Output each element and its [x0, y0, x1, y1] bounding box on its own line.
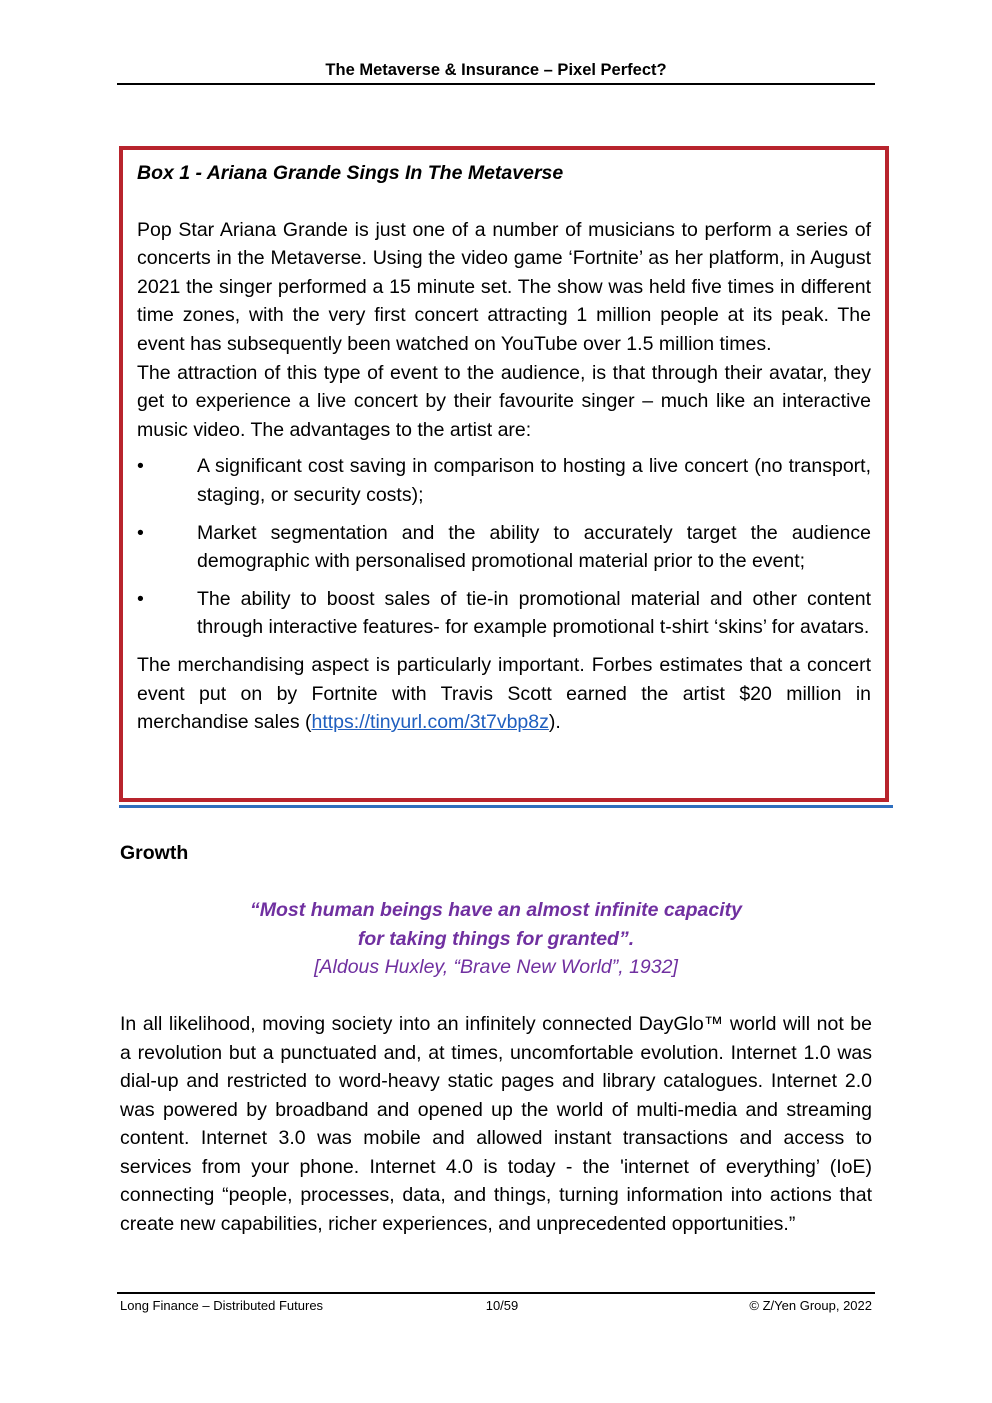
- section-heading-growth: Growth: [120, 842, 189, 864]
- quote-line-2: for taking things for granted”.: [357, 927, 635, 950]
- footer-divider: [117, 1292, 875, 1294]
- box-bottom-rule: [119, 805, 893, 808]
- box-paragraph-3: [137, 651, 871, 737]
- epigraph-quote: [120, 896, 872, 982]
- box-paragraph-3-end: ).: [548, 711, 561, 734]
- box-paragraph-1: Pop Star Ariana Grande is just one of a number of musicians to perform a series of concerts in the Metaverse. Using the video game ‘Fortnite’ as her platform, in August 2021 the singer performed a 15 minute set. The show was held five times in different time zones, with the very first concert attracting 1 million people at its peak. The event has subsequently been watched on YouTube over 1.5 million times.: [137, 218, 871, 355]
- bullet-icon: •: [137, 455, 144, 478]
- list-item-text: Market segmentation and the ability to accurately target the audience demographic with personalised promotional material prior to the event;: [197, 521, 871, 573]
- bullet-icon: •: [137, 587, 144, 610]
- footer-left: Long Finance – Distributed Futures: [120, 1298, 324, 1313]
- footer-copyright: © Z/Yen Group, 2022: [749, 1298, 872, 1313]
- list-item-text: A significant cost saving in comparison to hosting a live concert (no transport, staging, or security costs);: [197, 455, 871, 506]
- bullet-icon: •: [137, 521, 144, 544]
- box-paragraph-2: The attraction of this type of event to the audience, is that through their avatar, they get to experience a live concert by their favourite singer – much like an interactive music video. The advantages to the artist are:: [137, 361, 871, 441]
- quote-line-1: “Most human beings have an almost infinite capacity: [250, 899, 742, 921]
- page-number: 10/59: [485, 1298, 519, 1313]
- body-paragraph: In all likelihood, moving society into an infinitely connected DayGlo™ world will not be a revolution but a punctuated and, at times, uncomfortable evolution. Internet 1.0 was dial-up and restricted to word-heavy static pages and library catalogues. Internet 2.0 was powered by broadband and opened up the world of multi-media and streaming content. Internet 3.0 was mobile and allowed instant transactions and access to services from your phone. Internet 4.0 is today - the 'internet of everything’ (IoE) connecting “people, processes, data, and things, turning information into actions that create new capabilities, richer experiences, and unprecedented opportunities.”: [120, 1013, 872, 1235]
- page-footer: [120, 1297, 872, 1315]
- list-item-text: The ability to boost sales of tie-in promotional material and other content through interactive features- for example promotional t-shirt ‘skins’ for avatars.: [197, 587, 871, 639]
- list-item: [137, 519, 871, 576]
- header-divider: [117, 83, 875, 85]
- tinyurl-link[interactable]: https://tinyurl.com/3t7vbp8z: [311, 711, 549, 734]
- box-paragraph-3-text: The merchandising aspect is particularly important. Forbes estimates that a concert event put on by Fortnite with Travis Scott earned the artist $20 million in merchandise sales (: [137, 653, 871, 734]
- page-header-title: The Metaverse & Insurance – Pixel Perfect?: [325, 61, 667, 79]
- box-1-panel: [119, 146, 889, 802]
- list-item: [137, 585, 871, 642]
- list-item: [137, 452, 871, 509]
- quote-attribution: [Aldous Huxley, “Brave New World”, 1932]: [314, 956, 678, 978]
- box-title: Box 1 - Ariana Grande Sings In The Metaverse: [137, 162, 564, 184]
- advantages-list: [137, 452, 871, 642]
